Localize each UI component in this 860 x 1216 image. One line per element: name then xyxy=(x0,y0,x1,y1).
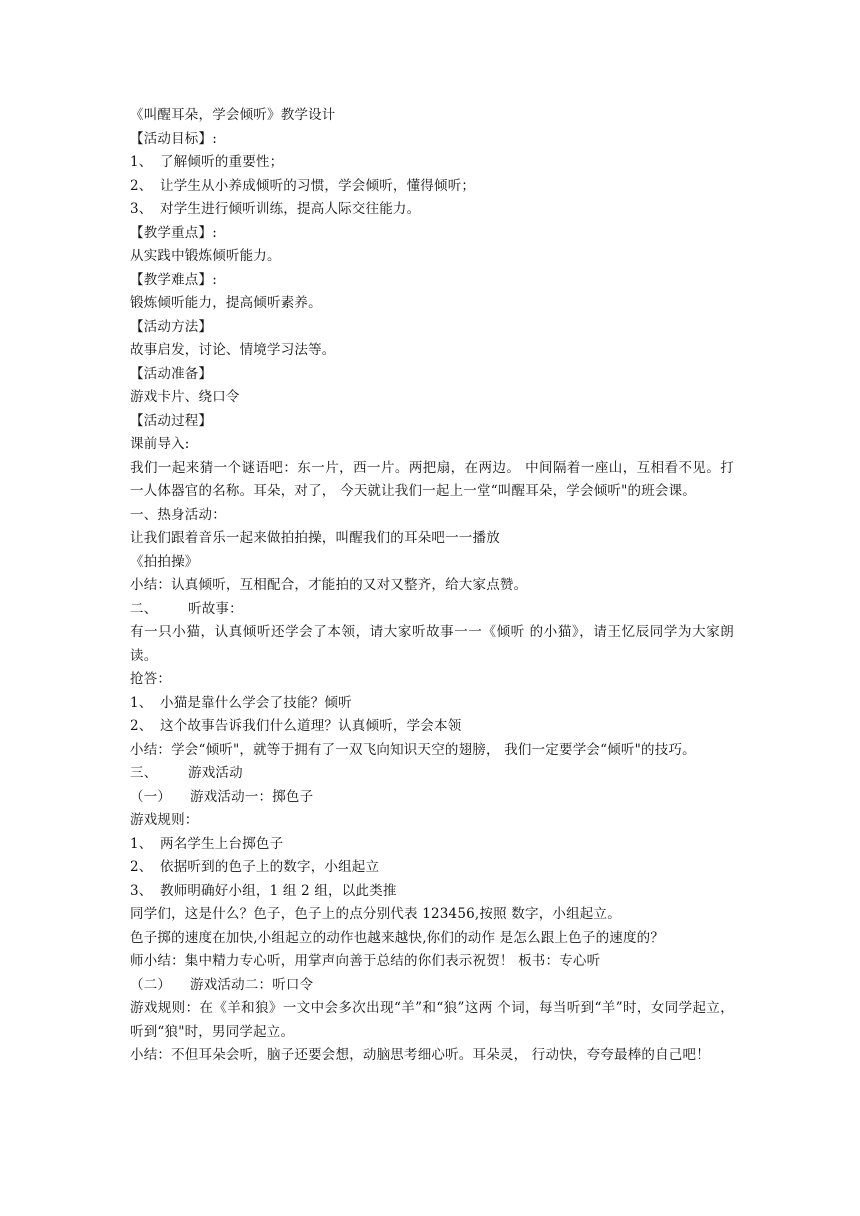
game1-line-1: 同学们，这是什么？色子，色子上的点分别代表 123456,按照 数字，小组起立。 xyxy=(130,906,621,922)
goal-item-2 xyxy=(130,175,734,199)
difficulty-text: 锻炼倾听能力，提高倾听素养。 xyxy=(130,295,322,311)
rule-number: 3、 xyxy=(130,882,153,899)
document-body xyxy=(130,104,734,1068)
intro-label: 课前导入: xyxy=(130,436,190,452)
story-paragraph: 有一只小猫，认真倾听还学会了本领，请大家听故事一一《倾听 的小猫》，请王忆辰同学为大家朗读。 xyxy=(130,624,734,664)
quiz-item-number: 2、 xyxy=(130,718,153,734)
goal-item-number: 3、 xyxy=(130,201,153,217)
game2-rules: 游戏规则：在《羊和狼》一文中会多次出现“羊”和“狼”这两 个词，每当听到“羊”时，女同学起立，听到“狼"时，男同学起立。 xyxy=(130,1000,734,1040)
rule-text: 依据听到的色子上的数字，小组起立 xyxy=(160,859,380,875)
warmup-text: 让我们跟着音乐一起来做拍拍操，叫醒我们的耳朵吧一一播放 xyxy=(130,530,500,546)
rule-text: 两名学生上台掷色子 xyxy=(160,835,284,852)
quiz-item-text: 小猫是靠什么学会了技能？倾听 xyxy=(160,694,352,711)
game1-heading-line xyxy=(130,786,734,810)
game1-rule-3 xyxy=(130,880,734,904)
goal-item-text: 让学生从小养成倾听的习惯，学会倾听，懂得倾听； xyxy=(160,177,476,194)
game1-line-2: 色子掷的速度在加快,小组起立的动作也越来越快,你们的动作 是怎么跟上色子的速度的？ xyxy=(130,929,665,946)
goal-item-3 xyxy=(130,198,734,222)
game1-line-3: 师小结：集中精力专心听，用掌声向善于总结的你们表示祝贺！ 板书：专心听 xyxy=(130,953,601,969)
goal-item-number: 1、 xyxy=(130,154,153,170)
warmup-summary: 小结：认真倾听，互相配合，才能拍的又对又整齐，给大家点赞。 xyxy=(130,577,528,593)
game-heading-line xyxy=(130,762,734,786)
prep-text: 游戏卡片、绕口令 xyxy=(130,389,240,405)
goal-item-text: 对学生进行倾听训练，提高人际交往能力。 xyxy=(160,201,421,217)
method-heading: 【活动方法】 xyxy=(130,318,213,335)
story-heading: 听故事： xyxy=(188,600,243,617)
story-heading-line xyxy=(130,598,734,622)
quiz-item-2 xyxy=(130,715,734,739)
goal-heading: 【活动目标】: xyxy=(130,130,217,147)
rule-number: 1、 xyxy=(130,835,153,852)
subsection-number: （二） xyxy=(130,976,172,993)
rule-number: 2、 xyxy=(130,859,153,875)
rule-text: 教师明确好小组，1 组 2 组，以此类推 xyxy=(160,882,397,899)
game-heading: 游戏活动 xyxy=(188,765,243,781)
intro-paragraph: 我们一起来猜一个谜语吧：东一片，西一片。两把扇，在两边。 中间隔着一座山，互相看不见。打一人体器官的名称。耳朵，对了， 今天就让我们一起上一堂“叫醒耳朵，学会倾听"的班会课。 xyxy=(130,459,734,499)
subsection-number: （一） xyxy=(130,788,172,805)
difficulty-heading: 【教学难点】: xyxy=(130,271,217,288)
quiz-label: 抢答： xyxy=(130,671,172,687)
document-title: 《叫醒耳朵，学会倾听》教学设计 xyxy=(130,107,336,123)
section-number: 三、 xyxy=(130,765,158,781)
key-heading: 【教学重点】: xyxy=(130,224,217,241)
game1-rule-1 xyxy=(130,833,734,857)
prep-heading: 【活动准备】 xyxy=(130,365,213,382)
process-heading: 【活动过程】 xyxy=(130,412,213,429)
story-summary: 小结：学会“倾听"，就等于拥有了一双飞向知识天空的翅膀， 我们一定要学会“倾听"的技巧。 xyxy=(130,741,696,758)
game2-heading: 游戏活动二：听口令 xyxy=(190,976,314,993)
game1-rules-label: 游戏规则： xyxy=(130,812,199,828)
warmup-song: 《拍拍操》 xyxy=(130,553,199,570)
quiz-item-number: 1、 xyxy=(130,694,153,711)
goal-item-number: 2、 xyxy=(130,177,153,194)
quiz-item-1 xyxy=(130,692,734,716)
game1-heading: 游戏活动一：掷色子 xyxy=(190,788,314,805)
game1-rule-2 xyxy=(130,856,734,880)
key-text: 从实践中锻炼倾听能力。 xyxy=(130,248,281,264)
warmup-heading: 一、热身活动： xyxy=(130,506,226,523)
section-number: 二、 xyxy=(130,600,158,617)
game2-heading-line xyxy=(130,974,734,998)
game2-summary: 小结：不但耳朵会听，脑子还要会想，动脑思考细心听。耳朵灵， 行动快，夸夸最棒的自己吧！ xyxy=(130,1047,710,1063)
goal-item-text: 了解倾听的重要性； xyxy=(160,154,284,170)
method-text: 故事启发，讨论、情境学习法等。 xyxy=(130,342,336,358)
goal-item-1 xyxy=(130,151,734,175)
quiz-item-text: 这个故事告诉我们什么道理？认真倾听，学会本领 xyxy=(160,718,462,734)
